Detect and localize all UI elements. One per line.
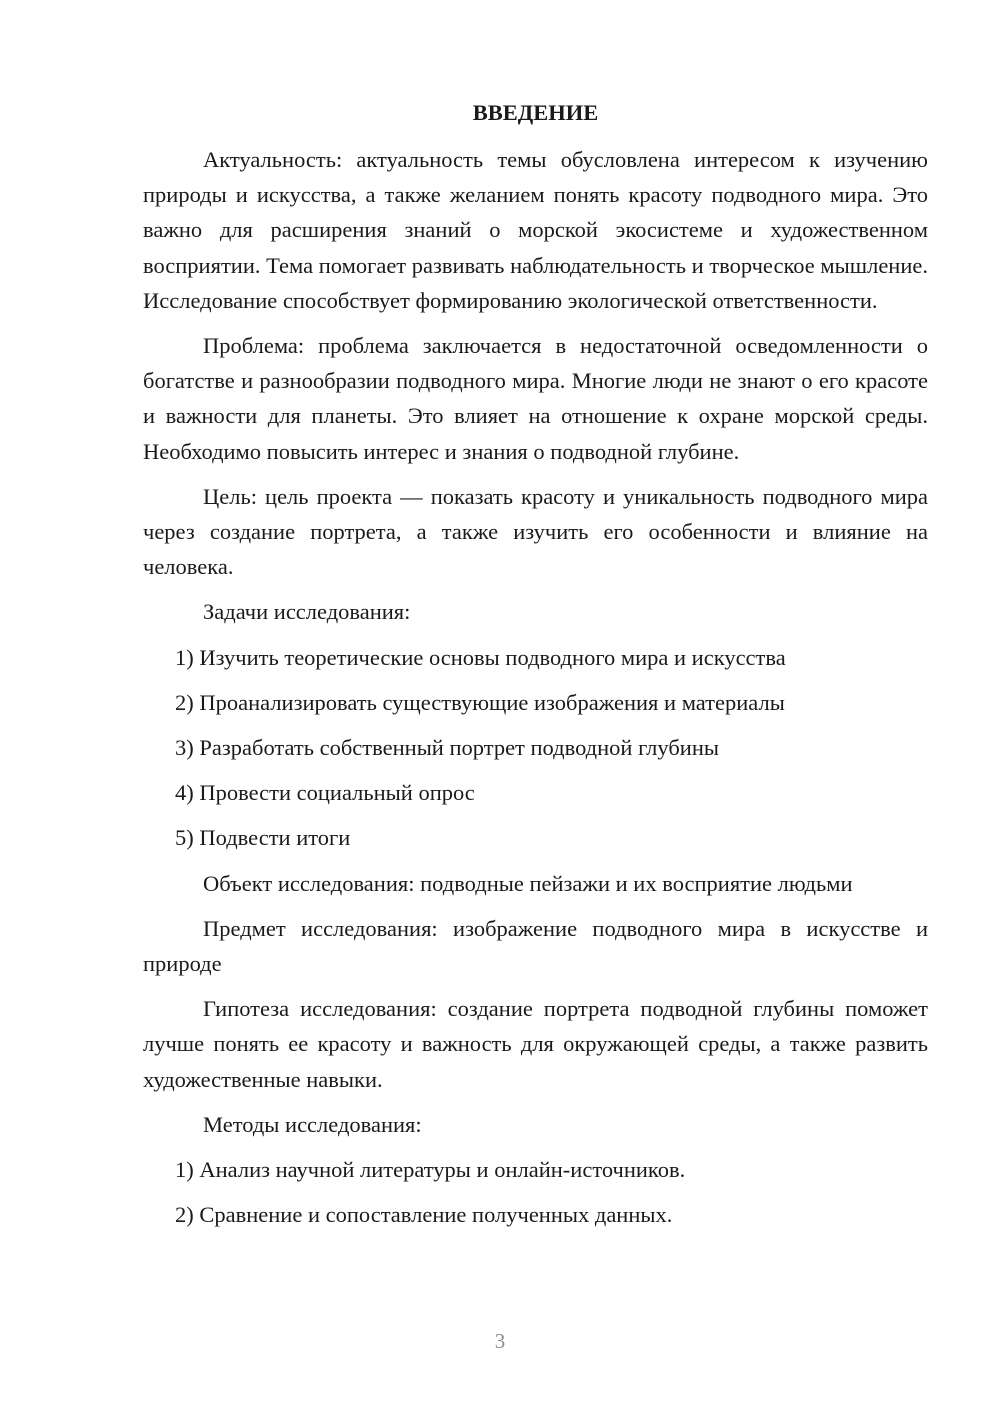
method-item: 1) Анализ научной литературы и онлайн-источников. <box>175 1157 686 1183</box>
task-item: 2) Проанализировать существующие изображения и материалы <box>175 689 785 715</box>
problem-paragraph: Проблема: проблема заключается в недостаточной осведомленности о богатстве и разнообразии подводного мира. Многие люди не знают о его красоте и важности для планеты. Это влияет на отношение к охране морской среды. Необходимо повысить интерес и знания о подводной глубине. <box>143 333 928 464</box>
task-item: 3) Разработать собственный портрет подводной глубины <box>175 735 719 761</box>
method-item: 2) Сравнение и сопоставление полученных данных. <box>175 1202 673 1228</box>
page-number: 3 <box>494 1329 506 1353</box>
task-item: 5) Подвести итоги <box>175 825 351 851</box>
task-item: 4) Провести социальный опрос <box>175 780 475 806</box>
hypothesis-paragraph: Гипотеза исследования: создание портрета подводной глубины поможет лучше понять ее красоту и важность для окружающей среды, а также развить художественные навыки. <box>143 996 928 1092</box>
relevance-paragraph: Актуальность: актуальность темы обусловлена интересом к изучению природы и искусства, а также желанием понять красоту подводного мира. Это важно для расширения знаний о морской экосистеме и художественном восприятии. Тема помогает развивать наблюдательность и творческое мышление. Исследование способствует формированию экологической ответственности. <box>143 147 928 313</box>
tasks-heading: Задачи исследования: <box>203 599 411 625</box>
task-item: 1) Изучить теоретические основы подводного мира и искусства <box>175 644 786 670</box>
methods-heading: Методы исследования: <box>203 1111 422 1137</box>
page-content <box>143 95 928 1242</box>
page-title: ВВЕДЕНИЕ <box>472 100 599 125</box>
subject-paragraph: Предмет исследования: изображение подводного мира в искусстве и природе <box>143 915 928 977</box>
goal-paragraph: Цель: цель проекта — показать красоту и уникальность подводного мира через создание портрета, а также изучить его особенности и влияние на человека. <box>143 483 928 580</box>
object-line: Объект исследования: подводные пейзажи и их восприятие людьми <box>203 870 853 896</box>
